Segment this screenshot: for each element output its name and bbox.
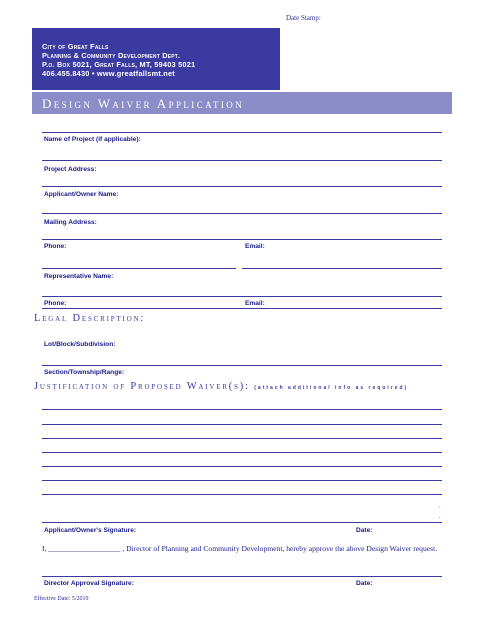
label-applicant-name: Applicant/Owner Name: (44, 191, 119, 198)
label-lot-block: Lot/Block/Subdivision: (44, 341, 116, 348)
margin-dot-2: . (439, 514, 441, 520)
rule-signature (42, 522, 442, 523)
form-title: Design Waiver Application (42, 96, 245, 111)
justification-line-3[interactable] (42, 438, 442, 439)
field-phone-1[interactable] (42, 268, 236, 269)
field-project-name[interactable] (42, 160, 442, 161)
field-lot-block[interactable] (42, 365, 442, 366)
rule-legal (42, 308, 442, 309)
label-email-2: Email: (245, 300, 265, 307)
rule-top (42, 132, 442, 133)
field-email-1[interactable] (242, 268, 442, 269)
title-band (32, 92, 452, 114)
date-stamp-label: Date Stamp: (286, 14, 321, 22)
header-city: City of Great Falls (42, 42, 109, 51)
field-representative-name[interactable] (42, 296, 442, 297)
effective-date: Effective Date: 5/2019 (34, 596, 89, 602)
justification-line-7[interactable] (42, 494, 442, 495)
justification-line-4[interactable] (42, 452, 442, 453)
label-mailing-address: Mailing Address: (44, 219, 97, 226)
field-applicant-name[interactable] (42, 213, 442, 214)
header-contact: 406.455.8430 • www.greatfallsmt.net (42, 69, 175, 78)
margin-dot-1: . (439, 504, 441, 510)
label-project-address: Project Address: (44, 166, 97, 173)
field-mailing-address[interactable] (42, 239, 442, 240)
justification-line-5[interactable] (42, 466, 442, 467)
section-justification (34, 381, 408, 392)
header-department: Planning & Community Development Dept. (42, 51, 181, 60)
justification-line-1[interactable] (42, 409, 442, 410)
label-section-township: Section/Township/Range: (44, 369, 125, 376)
label-representative-name: Representative Name: (44, 273, 114, 280)
label-applicant-signature: Applicant/Owner's Signature: (44, 527, 137, 534)
label-phone-1: Phone: (44, 243, 67, 250)
label-date-1: Date: (356, 527, 373, 534)
rule-director (42, 576, 442, 577)
justification-line-6[interactable] (42, 480, 442, 481)
label-email-1: Email: (245, 243, 265, 250)
section-legal-description: Legal Description: (34, 313, 146, 324)
director-approval-statement: I, ___________________ , Director of Planning and Community Development, hereby approve the above Design Waiver request. (42, 544, 438, 553)
label-project-name: Name of Project (if applicable): (44, 136, 141, 143)
label-director-signature: Director Approval Signature: (44, 580, 134, 587)
field-project-address[interactable] (42, 186, 442, 187)
justification-note: (attach additional info as required) (254, 385, 409, 391)
header-address: P.o. Box 5021, Great Falls, MT, 59403 5021 (42, 60, 196, 69)
department-header (32, 28, 280, 90)
justification-heading: Justification of Proposed Waiver(s): (34, 381, 250, 392)
justification-line-2[interactable] (42, 424, 442, 425)
label-phone-2: Phone: (44, 300, 67, 307)
label-date-2: Date: (356, 580, 373, 587)
